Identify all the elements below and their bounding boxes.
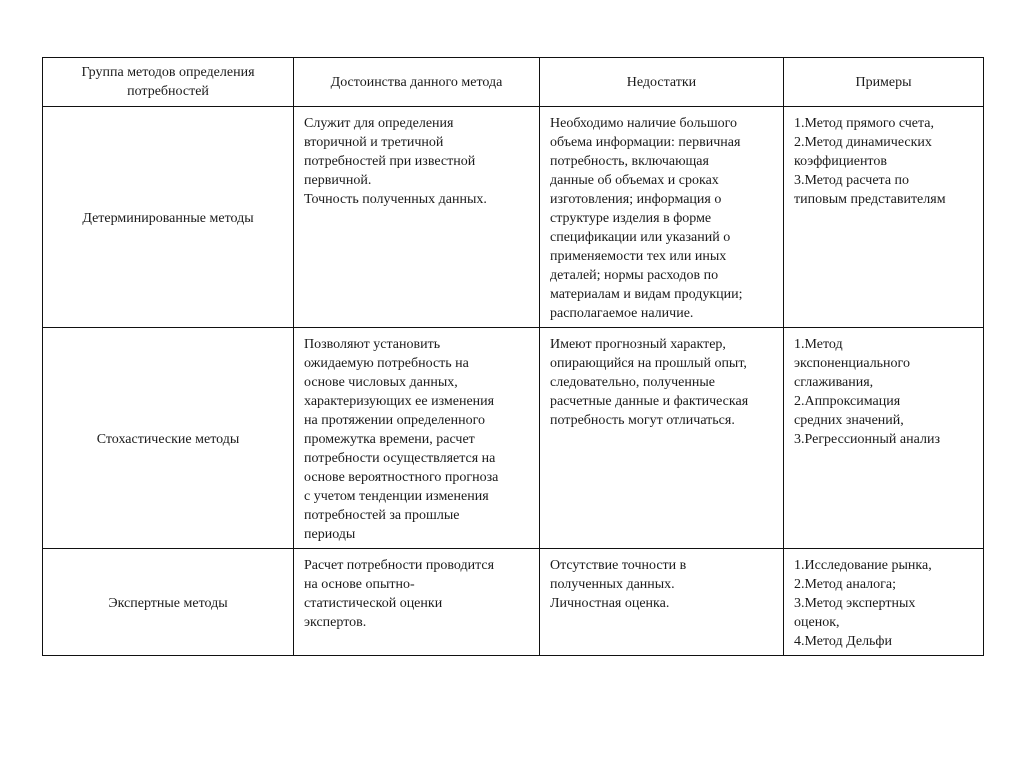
cell-examples: 1.Исследование рынка, 2.Метод аналога; 3.Метод экспертных оценок, 4.Метод Дельфи	[784, 549, 984, 656]
cell-disadvantages: Имеют прогнозный характер, опирающийся на прошлый опыт, следовательно, полученные расчетные данные и фактическая потребность могут отличаться.	[540, 328, 784, 549]
table-row	[43, 328, 984, 549]
table-row	[43, 549, 984, 656]
cell-disadvantages: Необходимо наличие большого объема информации: первичная потребность, включающая данные об объемах и сроках изготовления; информация о структуре изделия в форме спецификации или указаний о применяемости тех или иных деталей; нормы расходов по материалам и видам продукции; располагаемое наличие.	[540, 107, 784, 328]
cell-advantages: Служит для определения вторичной и третичной потребностей при известной первичной. Точность полученных данных.	[294, 107, 540, 328]
cell-disadvantages: Отсутствие точности в полученных данных. Личностная оценка.	[540, 549, 784, 656]
cell-advantages: Позволяют установить ожидаемую потребность на основе числовых данных, характеризующих ее изменения на протяжении определенного промежутка времени, расчет потребности осуществляется на основе вероятностного прогноза с учетом тенденции изменения потребностей за прошлые периоды	[294, 328, 540, 549]
cell-group: Детерминированные методы	[43, 107, 294, 328]
cell-group: Экспертные методы	[43, 549, 294, 656]
cell-examples: 1.Метод экспоненциального сглаживания, 2.Аппроксимация средних значений, 3.Регрессионный анализ	[784, 328, 984, 549]
cell-advantages: Расчет потребности проводится на основе опытно- статистической оценки экспертов.	[294, 549, 540, 656]
table-header-row	[43, 58, 984, 107]
header-disadvantages: Недостатки	[540, 58, 784, 107]
cell-group: Стохастические методы	[43, 328, 294, 549]
table-row	[43, 107, 984, 328]
header-examples: Примеры	[784, 58, 984, 107]
cell-examples: 1.Метод прямого счета, 2.Метод динамических коэффициентов 3.Метод расчета по типовым представителям	[784, 107, 984, 328]
header-group: Группа методов определения потребностей	[43, 58, 294, 107]
methods-table	[42, 57, 984, 656]
header-advantages: Достоинства данного метода	[294, 58, 540, 107]
